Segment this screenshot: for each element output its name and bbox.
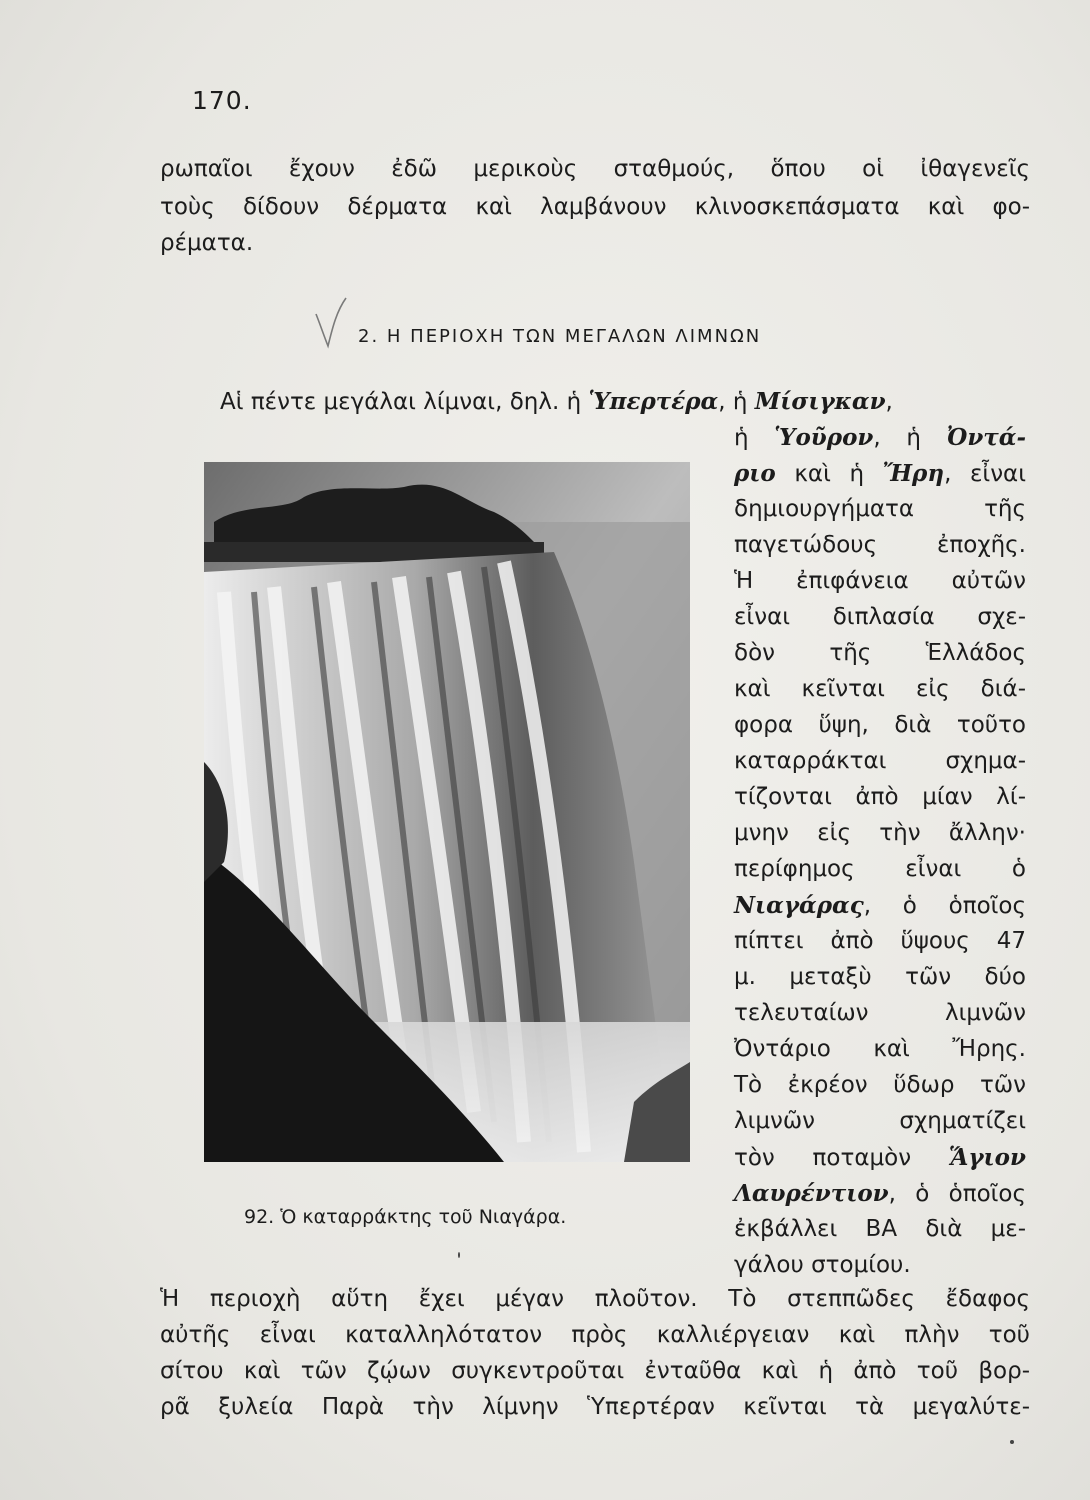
lake-name-michigan: Μίσιγκαν <box>754 388 886 415</box>
intro-prefix: Αἱ πέντε μεγάλαι λίμναι, δηλ. ἡ <box>220 389 589 415</box>
side-line: περίφημος εἶναι ὁ <box>734 856 1026 882</box>
side-text: καὶ ἡ <box>775 461 883 487</box>
paragraph-line: ρᾶ ξυλεία Παρὰ τὴν λίμνην Ὑπερτέραν κεῖνται τὰ μεγαλύτε- <box>160 1394 1030 1420</box>
side-line <box>734 892 1026 919</box>
side-line: εἶναι διπλασία σχε- <box>734 604 1026 630</box>
side-line: τελευταίων λιμνῶν <box>734 1000 1026 1026</box>
paragraph-line: ρέματα. <box>160 230 254 256</box>
side-text: , ὁ ὁποῖος <box>888 1181 1026 1207</box>
side-line: λιμνῶν σχηματίζει <box>734 1108 1026 1134</box>
side-line: μνην εἰς τὴν ἄλλην· <box>734 820 1026 846</box>
paragraph-line: σίτου καὶ τῶν ζῴων συγκεντροῦται ἐνταῦθα καὶ ἡ ἀπὸ τοῦ βορ- <box>160 1358 1030 1384</box>
side-line: μ. μεταξὺ τῶν δύο <box>734 964 1026 990</box>
side-line: τίζονται ἀπὸ μίαν λί- <box>734 784 1026 810</box>
side-text: , ὁ ὁποῖος <box>863 893 1026 919</box>
river-name: Ἅγιον <box>948 1144 1026 1171</box>
side-line: γάλου στομίου. <box>734 1252 911 1278</box>
handwritten-check-mark <box>312 296 352 352</box>
intro-line <box>220 388 1032 415</box>
side-text: , ἡ <box>873 425 947 451</box>
side-line: καὶ κεῖνται εἰς διά- <box>734 676 1026 702</box>
side-line: καταρράκται σχημα- <box>734 748 1026 774</box>
intro-tail: , <box>885 389 893 415</box>
niagara-falls-photo <box>204 462 690 1162</box>
side-text: , εἶναι <box>944 461 1026 487</box>
lake-name-huron: Ὑοῦρον <box>774 424 874 451</box>
page-number: 170. <box>192 86 252 115</box>
section-heading: 2. Η ΠΕΡΙΟΧΗ ΤΩΝ ΜΕΓΑΛΩΝ ΛΙΜΝΩΝ <box>358 326 762 347</box>
lake-name-ontario-end: ριο <box>734 460 776 487</box>
niagara-name: Νιαγάρας <box>734 892 864 919</box>
side-line: δὸν τῆς Ἑλλάδος <box>734 640 1026 666</box>
side-line <box>734 1144 1026 1171</box>
side-line: Ὀντάριο καὶ Ἤρης. <box>734 1036 1026 1062</box>
side-text: ἡ <box>734 425 775 451</box>
side-line <box>734 460 1026 487</box>
page-speck <box>1010 1440 1014 1444</box>
side-line <box>734 424 1026 451</box>
paragraph-line: αὐτῆς εἶναι καταλληλότατον πρὸς καλλιέργειαν καὶ πλὴν τοῦ <box>160 1322 1030 1348</box>
side-line: δημιουργήματα τῆς <box>734 496 1026 522</box>
side-line: Τὸ ἐκρέον ὕδωρ τῶν <box>734 1072 1026 1098</box>
lake-name-ontario: Ὀντά- <box>946 424 1027 451</box>
side-line: Ἡ ἐπιφάνεια αὐτῶν <box>734 568 1026 594</box>
figure-caption: 92. Ὁ καταρράκτης τοῦ Νιαγάρα. <box>244 1206 567 1228</box>
side-line: ἐκβάλλει ΒΑ διὰ με- <box>734 1216 1026 1242</box>
page-speck <box>458 1252 460 1258</box>
side-line: φορα ὕψη, διὰ τοῦτο <box>734 712 1026 738</box>
side-line <box>734 1180 1026 1207</box>
side-text: τὸν ποταμὸν <box>734 1145 949 1171</box>
lake-name-superior: Ὑπερτέρα <box>588 388 719 415</box>
side-line: παγετώδους ἐποχῆς. <box>734 532 1026 558</box>
river-name: Λαυρέντιον <box>734 1180 889 1207</box>
side-line: πίπτει ἀπὸ ὕψους 47 <box>734 928 1026 954</box>
paragraph-line: τοὺς δίδουν δέρματα καὶ λαμβάνουν κλινοσκεπάσματα καὶ φο- <box>160 194 1030 220</box>
paragraph-line: Ἡ περιοχὴ αὕτη ἔχει μέγαν πλοῦτον. Τὸ στεππῶδες ἔδαφος <box>160 1286 1030 1312</box>
paragraph-line: ρωπαῖοι ἔχουν ἐδῶ μερικοὺς σταθμούς, ὅπου οἱ ἰθαγενεῖς <box>160 156 1030 182</box>
intro-separator: , ἡ <box>718 389 755 415</box>
lake-name-erie: Ἤρη <box>882 460 945 487</box>
